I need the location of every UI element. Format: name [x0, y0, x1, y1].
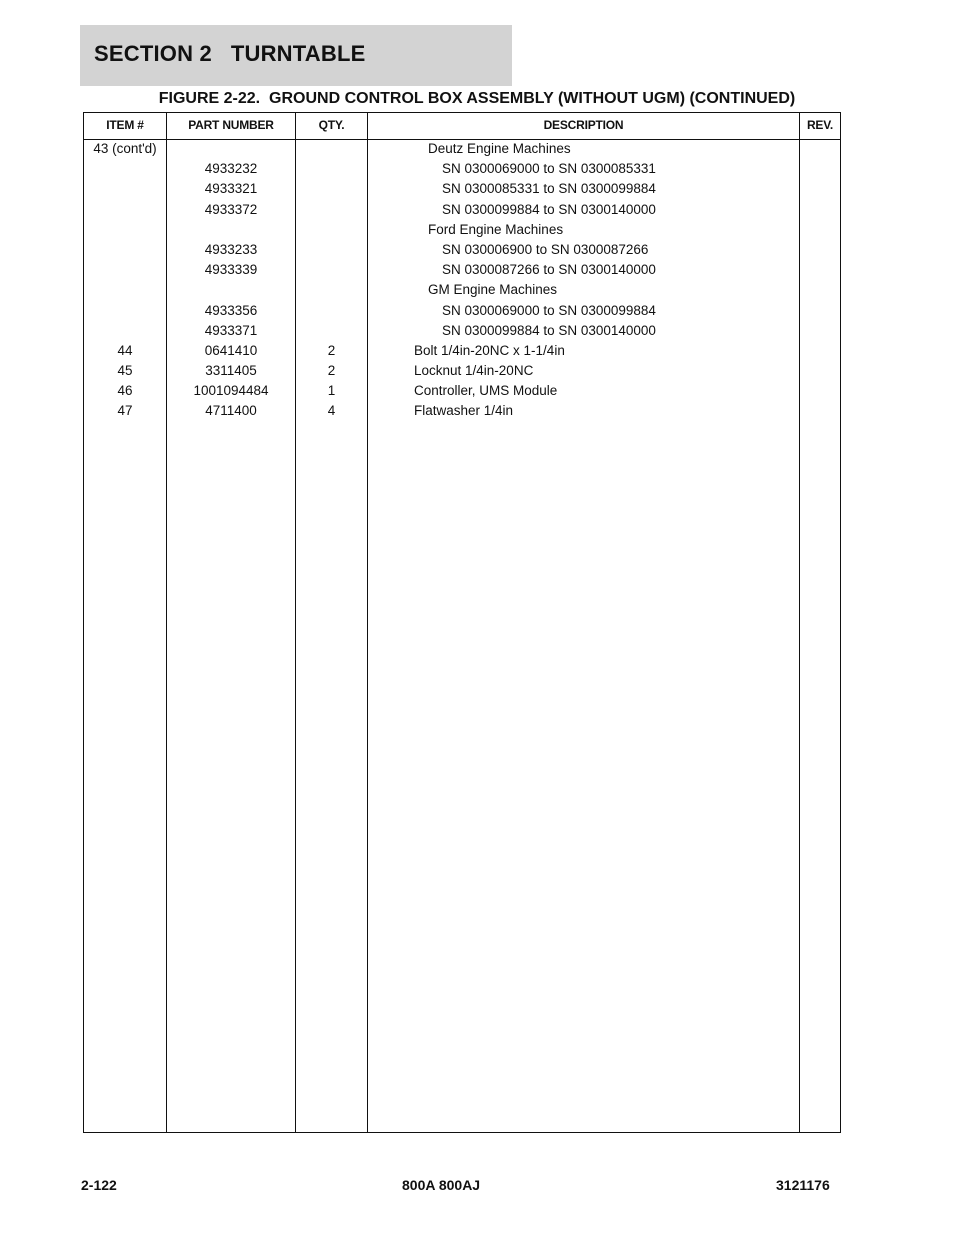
part-number-cell: 4933321: [204, 181, 258, 197]
table-row: [84, 141, 840, 161]
item-cell: 45: [117, 363, 133, 379]
table-row: [84, 282, 840, 302]
header-qty: QTY.: [318, 118, 345, 132]
table-row: [84, 262, 840, 282]
qty-cell: 2: [327, 342, 336, 358]
header-item: ITEM #: [106, 118, 144, 132]
item-cell: 44: [117, 342, 133, 358]
item-cell: 43 (cont'd): [93, 141, 157, 156]
qty-cell: 2: [327, 363, 336, 379]
table-row: [84, 222, 840, 242]
table-row: [84, 383, 840, 403]
part-number-cell: 1001094484: [193, 383, 269, 399]
part-number-cell: 4933232: [204, 161, 258, 177]
document-number: 3121176: [776, 1177, 830, 1193]
table-row: [84, 363, 840, 383]
description-cell: GM Engine Machines: [428, 282, 558, 298]
part-number-cell: 4933371: [204, 322, 258, 338]
header-rev: REV.: [806, 118, 834, 132]
part-number-cell: 4933372: [204, 201, 258, 217]
qty-cell: 4: [327, 403, 336, 419]
description-cell: Deutz Engine Machines: [428, 141, 571, 156]
part-number-cell: 3311405: [205, 363, 257, 379]
header-description: DESCRIPTION: [543, 118, 624, 132]
page-number: 2-122: [81, 1177, 117, 1193]
table-row: [84, 403, 840, 423]
description-cell: SN 030006900 to SN 0300087266: [442, 241, 649, 257]
description-cell: SN 0300087266 to SN 0300140000: [442, 262, 656, 278]
section-title: SECTION 2 TURNTABLE: [94, 41, 366, 66]
description-cell: SN 0300069000 to SN 0300085331: [442, 161, 656, 177]
table-body: [84, 141, 840, 424]
section-banner: [80, 25, 512, 86]
part-number-cell: 4711400: [205, 403, 257, 419]
part-number-cell: 4933339: [204, 262, 258, 278]
item-cell: 46: [117, 383, 133, 399]
qty-cell: 1: [327, 383, 336, 399]
table-row: [84, 181, 840, 201]
description-cell: Ford Engine Machines: [428, 221, 564, 237]
header-part-number: PART NUMBER: [188, 118, 274, 132]
description-cell: Flatwasher 1/4in: [414, 403, 514, 419]
description-cell: SN 0300099884 to SN 0300140000: [442, 322, 656, 338]
figure-title: FIGURE 2-22. GROUND CONTROL BOX ASSEMBLY (WITHOUT UGM) (CONTINUED): [158, 90, 796, 107]
description-cell: Bolt 1/4in-20NC x 1-1/4in: [414, 342, 565, 358]
description-cell: SN 0300099884 to SN 0300140000: [442, 201, 656, 217]
description-cell: SN 0300069000 to SN 0300099884: [442, 302, 656, 318]
model-number: 800A 800AJ: [402, 1177, 481, 1193]
description-cell: SN 0300085331 to SN 0300099884: [442, 181, 656, 197]
part-number-cell: 4933356: [204, 302, 258, 318]
parts-table: [83, 112, 841, 1133]
table-row: [84, 242, 840, 262]
table-row: [84, 303, 840, 323]
header-divider: [84, 139, 840, 140]
part-number-cell: 4933233: [204, 241, 258, 257]
part-number-cell: 0641410: [204, 342, 258, 358]
table-row: [84, 323, 840, 343]
description-cell: Controller, UMS Module: [414, 383, 558, 399]
table-row: [84, 343, 840, 363]
description-cell: Locknut 1/4in-20NC: [414, 363, 534, 379]
table-row: [84, 202, 840, 222]
item-cell: 47: [117, 403, 133, 419]
table-row: [84, 161, 840, 181]
